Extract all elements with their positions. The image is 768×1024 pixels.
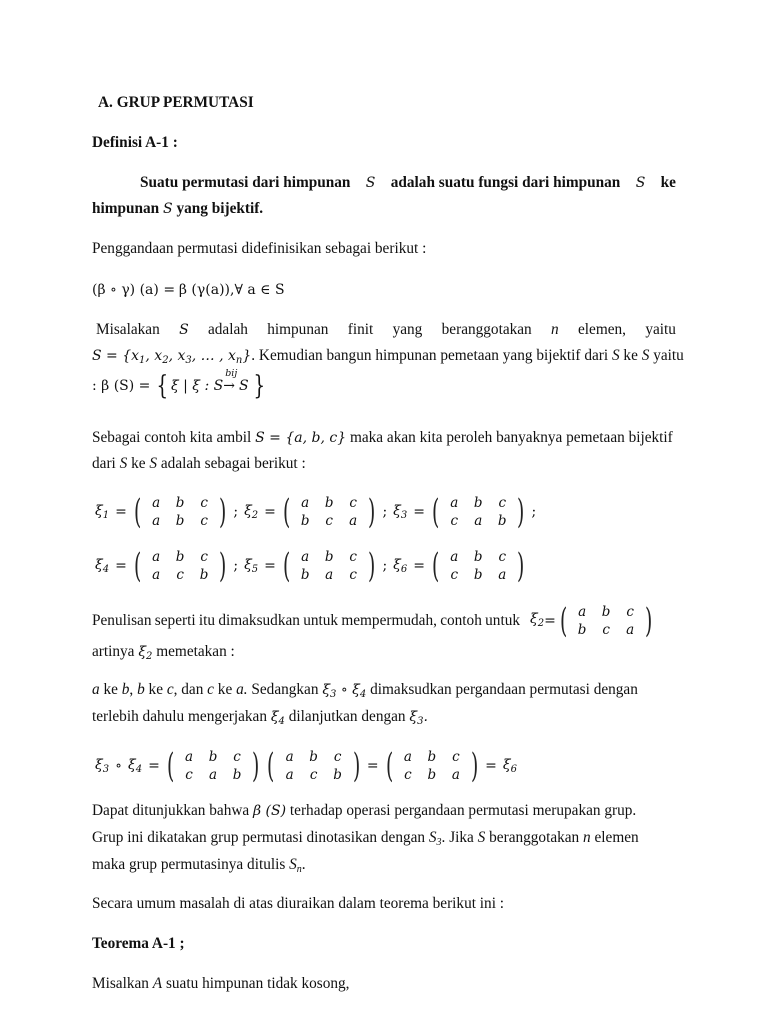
paren-right: ) <box>219 492 227 532</box>
word: yaitu <box>645 321 676 338</box>
matrix-cell: a <box>626 622 635 638</box>
matrix-cell: b <box>577 622 587 638</box>
text: memetakan : <box>156 643 235 660</box>
matrix-cell: b <box>175 495 185 511</box>
var-n: n <box>551 321 559 338</box>
matrix-cell: c <box>498 495 507 511</box>
xi-label: $\xi_4$ <box>95 557 110 575</box>
matrix-cell: a <box>152 513 161 529</box>
section-heading: A. GRUP PERMUTASI <box>98 94 254 111</box>
xi-label: $\xi_6$ <box>393 557 408 575</box>
matrix-cell: b <box>427 767 437 783</box>
permutation-matrix <box>264 748 363 784</box>
matrix-cell: b <box>232 767 242 783</box>
matrix-cell: c <box>404 767 412 783</box>
def-text: yang bijektif. <box>176 200 264 217</box>
permutation-matrix <box>429 548 528 584</box>
permutation-matrix <box>429 494 528 530</box>
matrix-cell: a <box>152 549 161 565</box>
set-s: S <box>611 347 620 364</box>
matrix-cells <box>293 494 365 530</box>
word: Penulisan <box>92 612 152 629</box>
text: terhadap operasi pergandaan permutasi merupakan grup. <box>289 802 637 819</box>
var: a <box>92 681 100 698</box>
matrix-cell: c <box>349 549 357 565</box>
xi2-inline <box>530 603 656 639</box>
matrix-cell: c <box>176 567 184 583</box>
paragraph-dapat-1 <box>92 801 676 821</box>
text: , <box>129 681 138 698</box>
paragraph-misalakan-1 <box>96 320 676 340</box>
arrow-glyph: → <box>223 378 235 394</box>
matrix-cell: b <box>324 495 334 511</box>
theorem-label: Teorema A-1 ; <box>92 935 185 952</box>
matrix-cell: c <box>602 622 610 638</box>
xi-subscript: 5 <box>251 564 259 575</box>
paragraph-misalakan-2 <box>92 346 684 371</box>
def-text: himpunan <box>92 200 160 217</box>
text: Sebagai contoh kita ambil <box>92 429 252 446</box>
paren-left: ( <box>559 601 568 641</box>
matrix-cell: a <box>152 567 161 583</box>
paragraph-dapat-3 <box>92 855 676 880</box>
matrix-cell: b <box>199 567 209 583</box>
var-n: n <box>583 829 591 846</box>
xi-subscript: 4 <box>102 564 110 575</box>
word: finit <box>347 321 374 338</box>
bij-label: bij <box>225 368 238 379</box>
set-definition: $S = \{x_1$, $x_2$, $x_3$, … , $x_n$} <box>92 348 252 366</box>
set-builder: ξ | ξ : S <box>170 378 224 394</box>
s3-sub: 3 <box>436 837 442 848</box>
paren-left: ( <box>431 546 440 586</box>
xi-subscript: 6 <box>510 764 517 775</box>
text: . Kemudian bangun himpunan pemetaan yang bijektif dari <box>251 347 609 364</box>
paragraph-terlebih <box>92 707 676 732</box>
matrix-cell: c <box>333 749 342 765</box>
matrix-cell: c <box>450 513 459 529</box>
paren-right: ) <box>368 546 376 586</box>
formula-composition-def <box>92 280 676 300</box>
matrix-cells <box>442 494 514 530</box>
xi-label: $\xi_4$ <box>127 757 143 775</box>
brace-right: } <box>253 371 265 401</box>
xi-label: $\xi_2$ <box>530 610 545 629</box>
matrix-cell: b <box>333 767 342 783</box>
matrix-cell: b <box>473 549 483 565</box>
word: mempermudah, <box>341 612 437 629</box>
word: beranggotakan <box>441 321 532 338</box>
xi-subscript: 3 <box>400 510 408 521</box>
paren-right: ) <box>252 746 260 786</box>
var: a. <box>236 681 248 698</box>
paren-right: ) <box>470 746 479 786</box>
matrix-cells <box>144 548 216 584</box>
text: artinya <box>92 643 135 660</box>
set-s: S <box>149 455 158 472</box>
text: , dan <box>173 681 208 698</box>
def-text: ke <box>660 174 676 191</box>
text: ke <box>131 455 146 472</box>
matrix-cell: b <box>300 513 310 529</box>
equals: = <box>148 758 160 774</box>
text: ke <box>144 681 167 698</box>
matrix-cell: a <box>325 567 334 583</box>
paren-left: ( <box>385 746 393 786</box>
definition-line-2 <box>92 199 676 219</box>
paren-right: ) <box>517 492 525 532</box>
formula-beta-s <box>92 368 676 401</box>
permutation-matrix <box>383 748 482 784</box>
text: ke <box>213 681 237 698</box>
text: elemen <box>594 829 639 846</box>
equals: = <box>264 558 276 574</box>
matrix-cell: b <box>175 549 185 565</box>
word: untuk <box>485 612 520 629</box>
xi-label: $\xi_6$ <box>502 757 517 775</box>
equals: = <box>485 758 497 774</box>
xi-subscript: 1 <box>102 510 110 521</box>
matrix-cell: c <box>349 495 357 511</box>
bijective-arrow <box>223 368 238 396</box>
word: adalah <box>207 321 248 338</box>
matrix-cells <box>570 603 642 639</box>
matrix-cell: a <box>209 767 218 783</box>
xi2-ref: $\xi_2$ <box>138 644 153 662</box>
paragraph-contoh-1 <box>92 428 676 448</box>
paren-left: ( <box>282 546 291 586</box>
permutation-matrix <box>131 548 230 584</box>
text: Dapat ditunjukkan bahwa <box>92 802 250 819</box>
word: himpunan <box>267 321 329 338</box>
equals: = <box>544 613 556 629</box>
var: b <box>137 681 145 698</box>
matrix-cell: c <box>200 495 208 511</box>
formula-lhs: (β ∘ γ) (a) = <box>92 282 176 298</box>
text: dari <box>92 455 116 472</box>
permutation-matrix <box>280 494 379 530</box>
xi-label: $\xi_3$ <box>393 503 408 521</box>
set-abc: S = {a, b, c} <box>255 430 347 446</box>
paragraph-secara: Secara umum masalah di atas diuraikan dalam teorema berikut ini : <box>92 895 505 912</box>
text: Misalkan <box>92 975 149 992</box>
word: Misalakan <box>96 321 160 338</box>
permutation-matrix <box>557 603 656 639</box>
definition-label: Definisi A-1 : <box>92 134 178 151</box>
xi-subscript: 4 <box>135 764 143 775</box>
matrix-cells <box>442 548 514 584</box>
paragraph-a-ke-b <box>92 680 676 705</box>
permutations-row-2 <box>92 548 529 584</box>
sn-letter: S <box>289 856 297 873</box>
matrix-cell: a <box>185 749 194 765</box>
xi-subscript: 2 <box>251 510 259 521</box>
paragraph-contoh-2 <box>92 454 676 474</box>
permutations-row-1 <box>92 494 539 530</box>
set-s: S <box>641 347 650 364</box>
matrix-cell: b <box>309 749 318 765</box>
paragraph-dapat-2 <box>92 828 676 853</box>
brace-left: { <box>156 371 169 401</box>
var: c <box>207 681 214 698</box>
equals: = <box>264 504 276 520</box>
matrix-cell: a <box>474 513 483 529</box>
text: dimaksudkan pergandaan permutasi dengan <box>370 681 638 698</box>
xi3-comp-xi4: $\xi_3$ ∘ $\xi_4$ <box>322 682 367 700</box>
matrix-cell: b <box>473 495 483 511</box>
separator: ; <box>233 504 239 520</box>
matrix-cells <box>396 748 468 784</box>
set-s: S <box>477 829 486 846</box>
matrix-cells <box>177 748 249 784</box>
matrix-cell: a <box>285 767 294 783</box>
matrix-cell: b <box>175 513 185 529</box>
xi-subscript: 2 <box>537 617 545 629</box>
text: dilanjutkan dengan <box>288 708 406 725</box>
text: suatu himpunan tidak kosong, <box>165 975 350 992</box>
paren-left: ( <box>267 746 275 786</box>
matrix-cell: a <box>301 495 310 511</box>
equals: = <box>115 558 127 574</box>
matrix-cell: c <box>450 567 459 583</box>
matrix-cell: b <box>427 749 437 765</box>
xi-label: $\xi_1$ <box>95 503 110 521</box>
paren-right: ) <box>219 546 227 586</box>
text: terlebih dahulu mengerjakan <box>92 708 267 725</box>
paren-right: ) <box>368 492 376 532</box>
formula-rhs: β (γ(a)),∀ a ∈ S <box>178 282 285 298</box>
def-set-s: S <box>365 175 376 191</box>
matrix-cells <box>144 494 216 530</box>
matrix-cell: a <box>285 749 294 765</box>
text: Grup ini dikatakan grup permutasi dinotasikan dengan <box>92 829 426 846</box>
matrix-cell: b <box>208 749 218 765</box>
paren-right: ) <box>645 601 653 641</box>
set-s: S <box>179 322 189 338</box>
def-text: Suatu permutasi dari himpunan <box>140 174 351 191</box>
paren-left: ( <box>166 746 175 786</box>
word: yang <box>392 321 423 338</box>
paragraph-penulisan <box>92 603 676 639</box>
matrix-cell: a <box>403 749 412 765</box>
matrix-cell: c <box>498 549 507 565</box>
matrix-cell: c <box>200 549 208 565</box>
paren-left: ( <box>133 492 142 532</box>
text: Sedangkan <box>247 681 319 698</box>
set-a: A <box>152 975 163 992</box>
permutation-matrix <box>131 494 230 530</box>
set-s: S <box>119 455 128 472</box>
text: beranggotakan <box>489 829 580 846</box>
matrix-cell: c <box>200 513 208 529</box>
paragraph-misalkan <box>92 974 676 994</box>
matrix-cell: b <box>601 604 611 620</box>
matrix-cell: a <box>450 495 459 511</box>
composition-equation <box>92 748 520 784</box>
matrix-cell: c <box>452 749 460 765</box>
matrix-cells <box>293 548 365 584</box>
xi-label: $\xi_5$ <box>244 557 259 575</box>
word: untuk <box>303 612 339 629</box>
matrix-cell: a <box>578 604 587 620</box>
matrix-cell: a <box>451 767 460 783</box>
var: c <box>166 681 174 698</box>
matrix-cell: a <box>450 549 459 565</box>
text: . Jika <box>441 829 474 846</box>
matrix-cell: a <box>498 567 507 583</box>
word: seperti <box>154 612 196 629</box>
matrix-cell: b <box>324 549 334 565</box>
matrix-cell: b <box>300 567 310 583</box>
def-set-s: S <box>163 201 173 217</box>
matrix-cell: c <box>349 567 357 583</box>
xi-label: $\xi_2$ <box>244 503 259 521</box>
permutation-matrix <box>164 748 263 784</box>
word: itu <box>198 612 216 629</box>
def-set-s: S <box>635 175 646 191</box>
matrix-cell: c <box>325 513 333 529</box>
sn-sub: n <box>296 864 302 875</box>
separator: ; <box>531 504 537 520</box>
xi-subscript: 3 <box>102 764 110 775</box>
xi4-ref: $\xi_4$ <box>270 709 285 727</box>
compose-op: ∘ <box>115 758 122 774</box>
matrix-cell: c <box>233 749 241 765</box>
separator: ; <box>382 558 388 574</box>
matrix-cell: b <box>497 513 507 529</box>
s3-letter: S <box>428 829 437 846</box>
xi-subscript: 6 <box>400 564 408 575</box>
xi-label: $\xi_3$ <box>95 757 110 775</box>
matrix-cell: a <box>349 513 358 529</box>
matrix-cell: c <box>309 767 318 783</box>
equals: = <box>366 758 379 774</box>
separator: ; <box>233 558 239 574</box>
xi3-ref: $\xi_3$. <box>409 709 428 727</box>
text: maka akan kita peroleh banyaknya pemetaan bijektif <box>349 429 673 446</box>
sn <box>289 856 302 873</box>
def-text: adalah suatu fungsi dari himpunan <box>390 174 621 191</box>
beta-s: β (S) <box>253 803 287 819</box>
matrix-cell: c <box>626 604 634 620</box>
matrix-cell: b <box>473 567 483 583</box>
matrix-cells <box>278 748 350 784</box>
paren-left: ( <box>133 546 142 586</box>
paragraph-multiplication: Penggandaan permutasi didefinisikan sebagai berikut : <box>92 240 427 257</box>
matrix-cell: c <box>185 767 193 783</box>
equals: = <box>413 504 425 520</box>
word: contoh <box>440 612 482 629</box>
permutation-matrix <box>280 548 379 584</box>
text: maka grup permutasinya ditulis <box>92 856 286 873</box>
paren-right: ) <box>352 746 360 786</box>
text: ke <box>623 347 638 364</box>
s3 <box>429 829 442 846</box>
beta-lhs: : β (S) = <box>92 378 151 394</box>
separator: ; <box>382 504 388 520</box>
text: . <box>301 856 306 873</box>
paragraph-artinya <box>92 642 676 667</box>
matrix-cell: a <box>301 549 310 565</box>
word: dimaksudkan <box>218 612 300 629</box>
text: ke <box>99 681 122 698</box>
matrix-cell: a <box>152 495 161 511</box>
definition-line-1 <box>140 173 676 193</box>
equals: = <box>115 504 127 520</box>
var: b <box>121 681 130 698</box>
text: adalah sebagai berikut : <box>160 455 306 472</box>
equals: = <box>413 558 425 574</box>
word: elemen, <box>578 321 627 338</box>
paren-right: ) <box>517 546 525 586</box>
paren-left: ( <box>282 492 291 532</box>
paren-left: ( <box>431 492 440 532</box>
codomain: S <box>238 378 249 394</box>
text: yaitu <box>653 347 684 364</box>
